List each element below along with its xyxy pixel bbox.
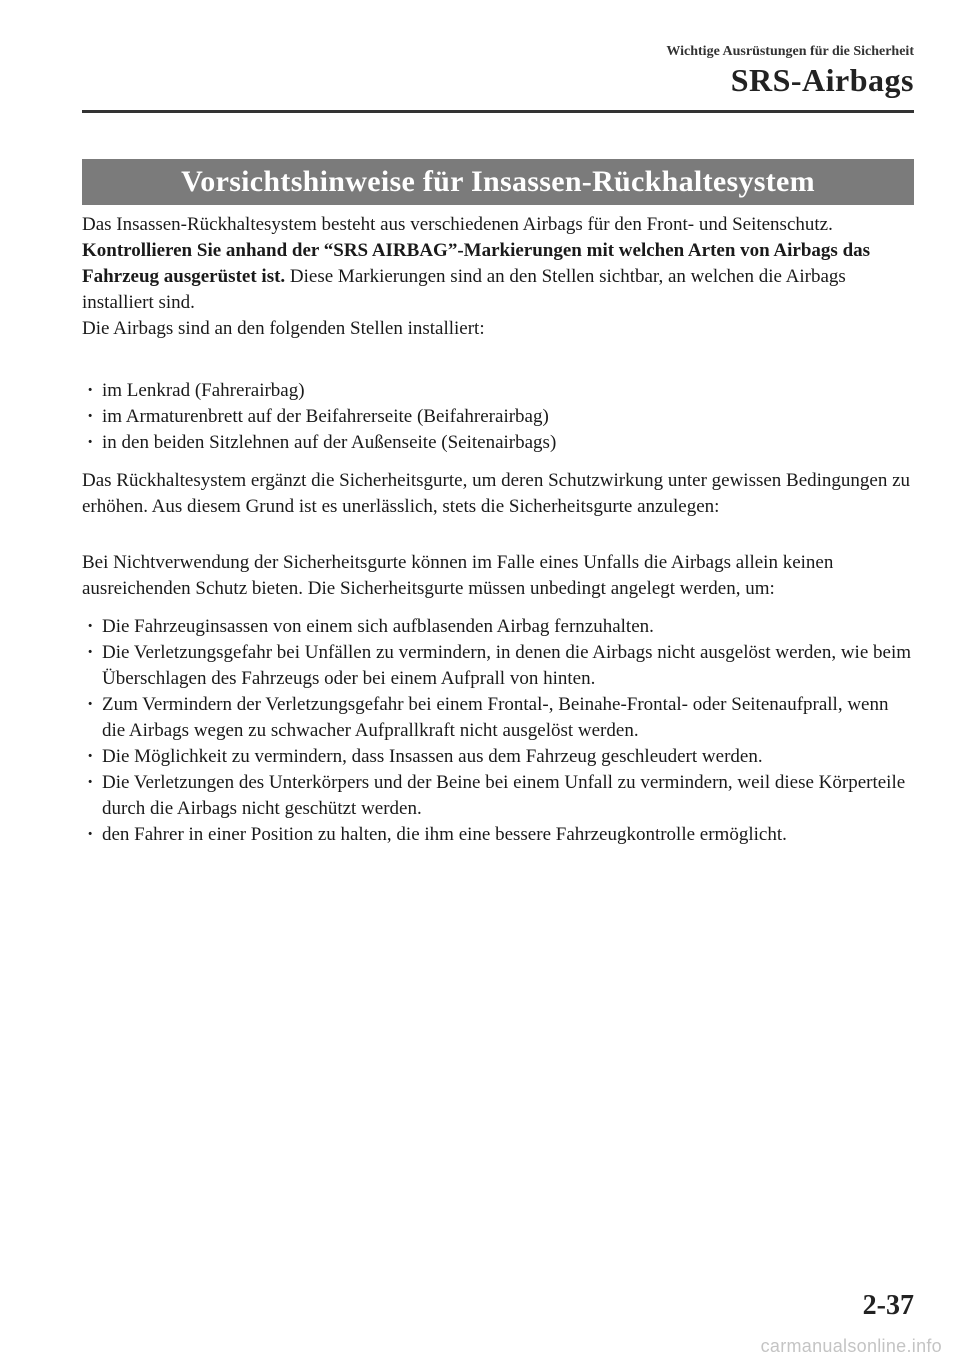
intro-bold-text: Kontrollieren Sie anhand der “SRS AIRBAG”-Markierungen mit welchen Arten von Airbags das Fahrzeug ausgerüstet ist. [82,240,871,287]
seatbelt-paragraph: Das Rückhaltesystem ergänzt die Sicherheitsgurte, um deren Schutzwirkung unter gewissen Bedingungen zu erhöhen. Aus diesem Grund ist es unerlässlich, stets die Sicherheitsgurte anzulegen: [82,470,911,517]
list-item: · den Fahrer in einer Position zu halten, die ihm eine bessere Fahrzeugkontrolle ermöglicht. [82,822,916,848]
header-divider [82,110,914,113]
spacer [82,520,916,550]
seatbelt-reasons-list [82,614,916,848]
spacer [82,602,916,614]
list-item: · Die Verletzungsgefahr bei Unfällen zu vermindern, in denen die Airbags nicht ausgelöst werden, wie beim Überschlagen des Fahrzeugs oder bei einem Aufprall von hinten. [82,640,916,692]
page-number: 2-37 [862,1290,914,1321]
spacer [82,342,916,378]
list-item: · im Armaturenbrett auf der Beifahrerseite (Beifahrerairbag) [82,404,916,430]
chapter-title: SRS-Airbags [730,62,914,98]
spacer [82,456,916,468]
warning-paragraph: Bei Nichtverwendung der Sicherheitsgurte können im Falle eines Unfalls die Airbags allein keinen ausreichenden Schutz bieten. Die Sicherheitsgurte müssen unbedingt angelegt werden, um: [82,552,834,599]
section-header-label: Wichtige Ausrüstungen für die Sicherheit [666,44,914,59]
airbag-locations-list [82,378,916,456]
section-banner: Vorsichtshinweise für Insassen-Rückhaltesystem [82,159,914,205]
list-item: · im Lenkrad (Fahrerairbag) [82,378,916,404]
list-item: · Die Möglichkeit zu vermindern, dass Insassen aus dem Fahrzeug geschleudert werden. [82,744,916,770]
intro-text-1: Das Insassen-Rückhaltesystem besteht aus verschiedenen Airbags für den Front- und Seitenschutz. [82,214,833,235]
list-item: · Die Verletzungen des Unterkörpers und der Beine bei einem Unfall zu vermindern, weil diese Körperteile durch die Airbags nicht geschützt werden. [82,770,916,822]
intro-paragraph [82,212,916,316]
list-item: · in den beiden Sitzlehnen auf der Außenseite (Seitenairbags) [82,430,916,456]
list-item: · Die Fahrzeuginsassen von einem sich aufblasenden Airbag fernzuhalten. [82,614,916,640]
list-item: · Zum Vermindern der Verletzungsgefahr bei einem Frontal-, Beinahe-Frontal- oder Seitenaufprall, wenn die Airbags wegen zu schwacher Aufprallkraft nicht ausgelöst werden. [82,692,916,744]
watermark-text: carmanualsonline.info [760,1336,942,1356]
page-content [82,212,916,848]
intro-text-2: Diese Markierungen sind an den Stellen sichtbar, an welchen die Airbags installiert sind. [82,266,846,313]
intro-line-2: Die Airbags sind an den folgenden Stellen installiert: [82,318,485,339]
